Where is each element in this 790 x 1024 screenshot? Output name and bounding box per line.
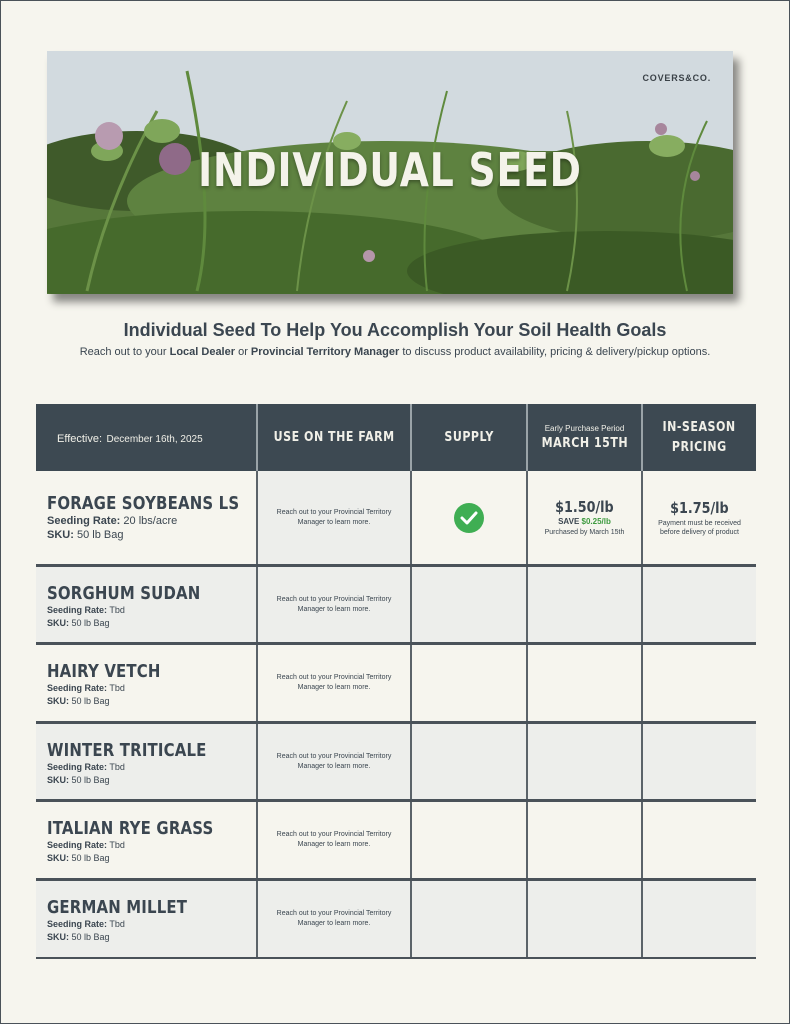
hero-banner (47, 51, 733, 294)
early-price-cell (526, 881, 641, 957)
product-cell (36, 802, 256, 878)
header-supply: SUPPLY (410, 404, 526, 471)
sku: SKU: 50 lb Bag (47, 696, 110, 706)
table-row (36, 881, 756, 959)
header-early-purchase (526, 404, 641, 471)
subline-suffix: to discuss product availability, pricing & delivery/pickup options. (399, 346, 711, 358)
use-on-farm-note: Reach out to your Provincial Territory Manager to learn more. (256, 567, 410, 642)
product-name: SORGHUM SUDAN (47, 583, 201, 604)
local-dealer-text: Local Dealer (169, 346, 236, 358)
early-price-cell (526, 471, 641, 564)
header-effective (36, 404, 256, 471)
early-purchase-date: MARCH 15TH (541, 436, 628, 451)
product-cell (36, 567, 256, 642)
supply-cell (410, 802, 526, 878)
seeding-rate: Seeding Rate: Tbd (47, 683, 125, 693)
use-on-farm-note: Reach out to your Provincial Territory Manager to learn more. (256, 881, 410, 957)
in-season-price-cell (641, 724, 756, 799)
in-season-price-cell (641, 802, 756, 878)
use-on-farm-note: Reach out to your Provincial Territory Manager to learn more. (256, 724, 410, 799)
table-row (36, 645, 756, 724)
product-name: ITALIAN RYE GRASS (47, 818, 214, 839)
page-subline (0, 346, 790, 358)
table-row (36, 567, 756, 645)
seeding-rate: Seeding Rate: Tbd (47, 919, 125, 929)
effective-date: December 16th, 2025 (106, 433, 203, 445)
effective-label: Effective: (57, 432, 103, 445)
table-row (36, 802, 756, 881)
subline-or: or (235, 346, 251, 358)
use-on-farm-note: Reach out to your Provincial Territory Manager to learn more. (256, 802, 410, 878)
product-cell (36, 881, 256, 957)
sku: SKU: 50 lb Bag (47, 529, 124, 541)
in-season-note: Payment must be received before delivery of product (658, 519, 741, 536)
seeding-rate: Seeding Rate: 20 lbs/acre (47, 515, 178, 527)
header-in-season: IN-SEASON PRICING (641, 404, 756, 471)
early-price-cell (526, 802, 641, 878)
in-season-price-cell (641, 881, 756, 957)
banner-title: INDIVIDUAL SEED (198, 143, 582, 197)
territory-manager-text: Provincial Territory Manager (250, 346, 400, 358)
seeding-rate: Seeding Rate: Tbd (47, 840, 125, 850)
product-cell (36, 471, 256, 564)
early-purchase-label: Early Purchase Period (544, 424, 625, 433)
supply-cell (410, 645, 526, 721)
use-on-farm-note: Reach out to your Provincial Territory Manager to learn more. (256, 645, 410, 721)
early-note: Purchased by March 15th (544, 529, 625, 536)
brand-logo: COVERS&CO. (642, 73, 711, 83)
product-name: WINTER TRITICALE (47, 740, 207, 761)
in-season-price: $1.75/lb (670, 498, 729, 517)
product-cell (36, 645, 256, 721)
product-name: HAIRY VETCH (47, 661, 161, 682)
early-price-cell (526, 645, 641, 721)
save-amount: SAVE $0.25/lb (558, 517, 611, 526)
seeding-rate: Seeding Rate: Tbd (47, 762, 125, 772)
subline-prefix: Reach out to your (79, 346, 170, 358)
header-use-on-farm: USE ON THE FARM (256, 404, 410, 471)
sku: SKU: 50 lb Bag (47, 932, 110, 942)
page-headline: Individual Seed To Help You Accomplish Your Soil Health Goals (123, 320, 667, 340)
table-row (36, 724, 756, 802)
seed-pricing-table (36, 404, 756, 959)
product-name: FORAGE SOYBEANS LS (47, 493, 240, 514)
table-row (36, 471, 756, 567)
early-price-cell (526, 567, 641, 642)
supply-cell (410, 471, 526, 564)
supply-cell (410, 567, 526, 642)
product-cell (36, 724, 256, 799)
sku: SKU: 50 lb Bag (47, 618, 110, 628)
seeding-rate: Seeding Rate: Tbd (47, 605, 125, 615)
in-season-price-cell (641, 567, 756, 642)
checkmark-circle-icon (454, 503, 484, 533)
supply-cell (410, 724, 526, 799)
table-header (36, 404, 756, 471)
in-season-price-cell (641, 471, 756, 564)
use-on-farm-note: Reach out to your Provincial Territory Manager to learn more. (256, 471, 410, 564)
sku: SKU: 50 lb Bag (47, 853, 110, 863)
early-price: $1.50/lb (555, 498, 614, 516)
supply-cell (410, 881, 526, 957)
in-season-price-cell (641, 645, 756, 721)
product-name: GERMAN MILLET (47, 897, 188, 918)
early-price-cell (526, 724, 641, 799)
sku: SKU: 50 lb Bag (47, 775, 110, 785)
